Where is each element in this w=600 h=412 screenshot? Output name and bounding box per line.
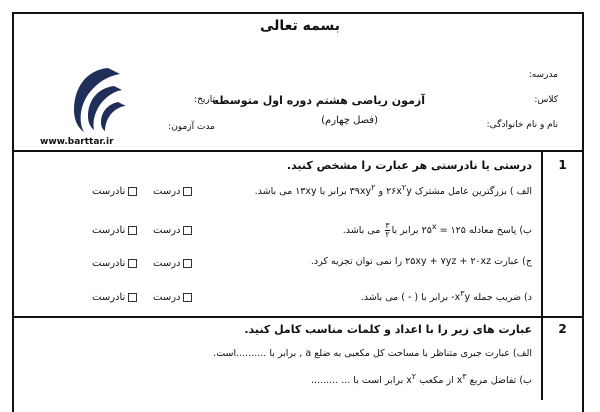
true-option-d[interactable]: درست <box>153 292 192 303</box>
question-1-item-c: ج) عبارت ۲۵xy + ۷yz + ۲۰xz را نمی توان تجزیه کرد. <box>310 256 532 267</box>
false-checkbox[interactable] <box>128 226 137 235</box>
fraction: $\frac{۳}{۲}$ <box>385 221 390 240</box>
false-checkbox[interactable] <box>128 293 137 302</box>
question-1-title: درستی یا نادرستی هر عبارت را مشخص کنید. <box>286 159 532 172</box>
chapter-subtitle: (فصل چهارم) <box>321 115 378 126</box>
number-column-divider <box>541 152 543 400</box>
false-checkbox[interactable] <box>128 259 137 268</box>
duration-label: مدت آزمون: <box>168 122 215 132</box>
exam-title: آزمون ریاضی هشتم دوره اول متوسطه <box>212 94 425 107</box>
bismillah-title: بسمه تعالی <box>259 18 341 34</box>
date-label: تاریخ: <box>194 95 215 105</box>
name-label: نام و نام خانوادگی: <box>486 120 558 130</box>
class-label: کلاس: <box>534 95 558 105</box>
header-divider <box>12 150 584 152</box>
false-option-c[interactable]: نادرست <box>92 258 137 269</box>
question-1-item-d: د) ضریب جمله $x^۳y-$ برابر با ( - ) می باشد. <box>360 289 532 304</box>
false-option-b[interactable]: نادرست <box>92 225 137 236</box>
true-option-a[interactable]: درست <box>153 186 192 197</box>
question-divider <box>12 316 584 318</box>
true-checkbox[interactable] <box>183 187 192 196</box>
barttar-logo-icon <box>68 60 128 135</box>
question-2-number: 2 <box>558 322 567 336</box>
false-option-d[interactable]: نادرست <box>92 292 137 303</box>
question-1-item-b: ب) پاسخ معادله ۱۲۵ = $۲۵^x$ برابر با $\frac{۳}{۲}$ می باشد. <box>342 221 532 240</box>
question-1-number: 1 <box>558 158 567 172</box>
true-option-b[interactable]: درست <box>153 225 192 236</box>
true-checkbox[interactable] <box>183 293 192 302</box>
true-checkbox[interactable] <box>183 226 192 235</box>
question-2-item-b: ب) تفاضل مربع $x^۳$ از مکعب $x^۲$ برابر است با ... ......... <box>311 372 532 387</box>
website-text: www.barttar.ir <box>40 137 114 147</box>
true-checkbox[interactable] <box>183 259 192 268</box>
true-option-c[interactable]: درست <box>153 258 192 269</box>
false-checkbox[interactable] <box>128 187 137 196</box>
question-2-item-a: الف) عبارت جبری متناظر با مساحت کل مکعبی به ضلع a , برابر با ..........است. <box>213 348 532 359</box>
question-1-item-a: الف ) بزرگترین عامل مشترک $۲۶x^۲y$ و $۳۹xy^۲$ برابر با ۱۳xy می باشد. <box>254 183 532 198</box>
question-2-title: عبارت های زیر را با اعداد و کلمات مناسب کامل کنید. <box>244 323 532 336</box>
school-label: مدرسه: <box>528 70 558 80</box>
false-option-a[interactable]: نادرست <box>92 186 137 197</box>
